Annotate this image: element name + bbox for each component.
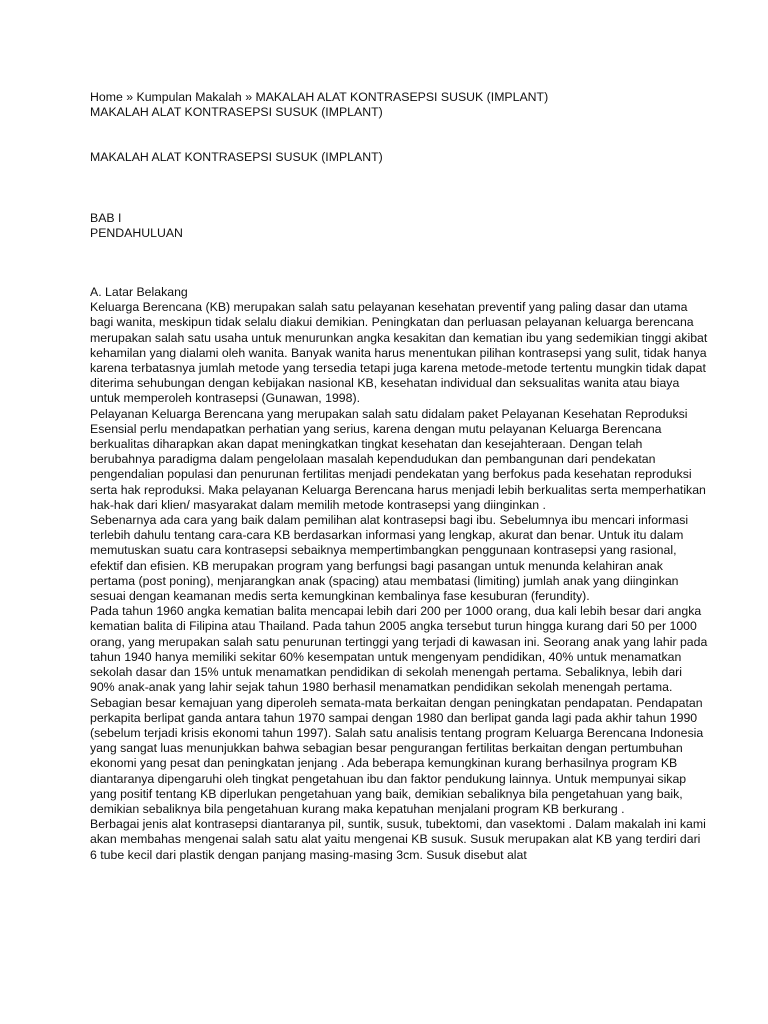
- paragraph: Sebenarnya ada cara yang baik dalam pemilihan alat kontrasepsi bagi ibu. Sebelumnya ibu mencari informasi terlebih dahulu tentang cara-cara KB berdasarkan informasi yang lengkap, akurat dan benar. Untuk itu dalam memutuskan suatu cara kontrasepsi sebaiknya mempertimbangkan penggunaan kontrasepsi yang rasional, efektif dan efisien. KB merupakan program yang berfungsi bagi pasangan untuk menunda kelahiran anak pertama (post poning), menjarangkan anak (spacing) atau membatasi (limiting) jumlah anak yang diinginkan sesuai dengan keamanan medis serta kemungkinan kembalinya fase kesuburan (ferundity).: [90, 513, 689, 604]
- section-heading: A. Latar Belakang: [90, 285, 188, 300]
- main-title: MAKALAH ALAT KONTRASEPSI SUSUK (IMPLANT): [90, 150, 383, 165]
- spacer: [90, 120, 710, 150]
- paragraph: Sebagian besar kemajuan yang diperoleh semata-mata berkaitan dengan peningkatan pendapatan. Pendapatan perkapita berlipat ganda antara tahun 1970 sampai dengan 1980 dan berlipat ganda lagi pada akhir tahun 1990 (sebelum terjadi krisis ekonomi tahun 1997). Salah satu analisis tentang program Keluarga Berencana Indonesia yang sangat luas menunjukkan bahwa sebagian besar pengurangan fertilitas berkaitan dengan pertumbuhan ekonomi yang pesat dan peningkatan jenjang . Ada beberapa kemungkinan kurang berhasilnya program KB diantaranya dipengaruhi oleh tingkat pengetahuan ibu dan faktor pendukung lainnya. Untuk mempunyai sikap yang positif tentang KB diperlukan pengetahuan yang baik, demikian sebaliknya bila pengetahuan yang baik, demikian sebaliknya bila pengetahuan kurang maka kepatuhan menjalani program KB berkurang .: [90, 695, 704, 816]
- paragraph: Keluarga Berencana (KB) merupakan salah satu pelayanan kesehatan preventif yang paling dasar dan utama bagi wanita, meskipun tidak selalu diakui demikian. Peningkatan dan perluasan pelayanan keluarga berencana merupakan salah satu usaha untuk menurunkan angka kesakitan dan kematian ibu yang sedemikian tinggi akibat kehamilan yang dialami oleh wanita. Banyak wanita harus menentukan pilihan kontrasepsi yang sulit, tidak hanya karena terbatasnya jumlah metode yang tersedia tetapi juga karena metode-metode tertentu mungkin tidak dapat diterima sehubungan dengan kebijakan nasional KB, kesehatan individual dan seksualitas wanita atau biaya untuk memperoleh kontrasepsi (Gunawan, 1998).: [90, 300, 708, 406]
- paragraph: Pada tahun 1960 angka kematian balita mencapai lebih dari 200 per 1000 orang, dua kali lebih besar dari angka kematian balita di Filipina atau Thailand. Pada tahun 2005 angka tersebut turun hingga kurang dari 50 per 1000 orang, yang merupakan salah satu penurunan tertinggi yang terjadi di kawasan ini. Seorang anak yang lahir pada tahun 1940 hanya memiliki sekitar 60% kesempatan untuk mengenyam pendidikan, 40% untuk menamatkan sekolah dasar dan 15% untuk menamatkan pendidikan di sekolah menengah pertama. Sebaliknya, lebih dari 90% anak-anak yang lahir sejak tahun 1980 berhasil menamatkan pendidikan sekolah menengah pertama.: [90, 604, 708, 695]
- breadcrumb-home-link[interactable]: Home: [90, 90, 123, 104]
- breadcrumb-separator: »: [122, 90, 137, 104]
- paragraph: Pelayanan Keluarga Berencana yang merupakan salah satu didalam paket Pelayanan Kesehatan Reproduksi Esensial perlu mendapatkan perhatian yang serius, karena dengan mutu pelayanan Keluarga Berencana berkualitas diharapkan akan dapat meningkatkan tingkat kesehatan dan kesejahteraan. Dengan telah berubahnya paradigma dalam pengelolaan masalah kependudukan dan pembangunan dari pendekatan pengendalian populasi dan penurunan fertilitas menjadi pendekatan yang berfokus pada kesehatan reproduksi serta hak reproduksi. Maka pelayanan Keluarga Berencana harus menjadi lebih berkualitas serta memperhatikan hak-hak dari klien/ masyarakat dalam memilih metode kontrasepsi yang diinginkan .: [90, 406, 706, 512]
- paragraph: Berbagai jenis alat kontrasepsi diantaranya pil, suntik, susuk, tubektomi, dan vasektomi . Dalam makalah ini kami akan membahas mengenai salah satu alat yaitu mengenai KB susuk. Susuk merupakan alat KB yang terdiri dari 6 tube kecil dari plastik dengan panjang masing-masing 3cm. Susuk disebut alat: [90, 817, 706, 862]
- breadcrumb-separator: »: [241, 90, 256, 104]
- document-page: [90, 90, 710, 863]
- chapter-number: BAB I: [90, 210, 122, 225]
- spacer: [90, 166, 710, 211]
- breadcrumb-category-link[interactable]: Kumpulan Makalah: [136, 90, 242, 104]
- breadcrumb: [90, 90, 710, 105]
- breadcrumb-current: MAKALAH ALAT KONTRASEPSI SUSUK (IMPLANT): [255, 90, 549, 104]
- spacer: [90, 241, 710, 285]
- header-title: MAKALAH ALAT KONTRASEPSI SUSUK (IMPLANT): [90, 105, 383, 120]
- chapter-name: PENDAHULUAN: [90, 225, 183, 240]
